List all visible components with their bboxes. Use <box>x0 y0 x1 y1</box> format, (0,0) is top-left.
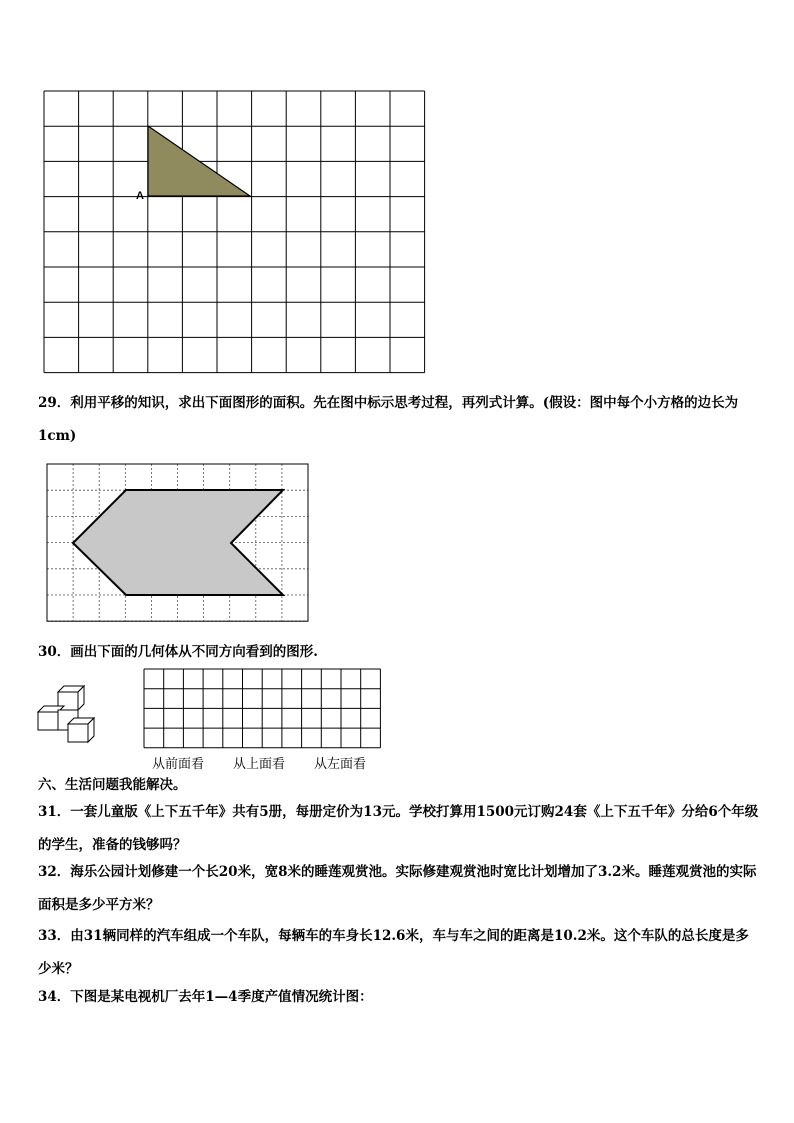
point-label-a: A <box>136 190 144 202</box>
view-label-front: 从前面看 <box>152 756 205 771</box>
view-label-top: 从上面看 <box>233 756 286 771</box>
question-33: 33．由31辆同样的汽车组成一个车队，每辆车的车身长12.6米，车与车之间的距离是10.2米。这个车队的总长度是多少米？ <box>38 928 749 977</box>
question-31: 31．一套儿童版《上下五千年》共有5册，每册定价为13元。学校打算用1500元订购24套《上下五千年》分给6个年级的学生，准备的钱够吗？ <box>38 804 759 853</box>
cube-stack-figure <box>36 684 116 744</box>
question-29: 29．利用平移的知识，求出下面图形的面积。先在图中标示思考过程，再列式计算。(假设：图中每个小方格的边长为1cm) <box>38 395 739 444</box>
view-label-left: 从左面看 <box>314 756 367 771</box>
question-32: 32．海乐公园计划修建一个长20米，宽8米的睡莲观赏池。实际修建观赏池时宽比计划增加了3.2米。睡莲观赏池的实际面积是多少平方米？ <box>38 864 757 913</box>
question-34: 34．下图是某电视机厂去年1—4季度产值情况统计图： <box>38 989 373 1005</box>
section-6-heading: 六、生活问题我能解决。 <box>38 777 187 793</box>
question-30: 30．画出下面的几何体从不同方向看到的图形. <box>38 644 318 660</box>
views-answer-grid[interactable] <box>0 0 794 100</box>
